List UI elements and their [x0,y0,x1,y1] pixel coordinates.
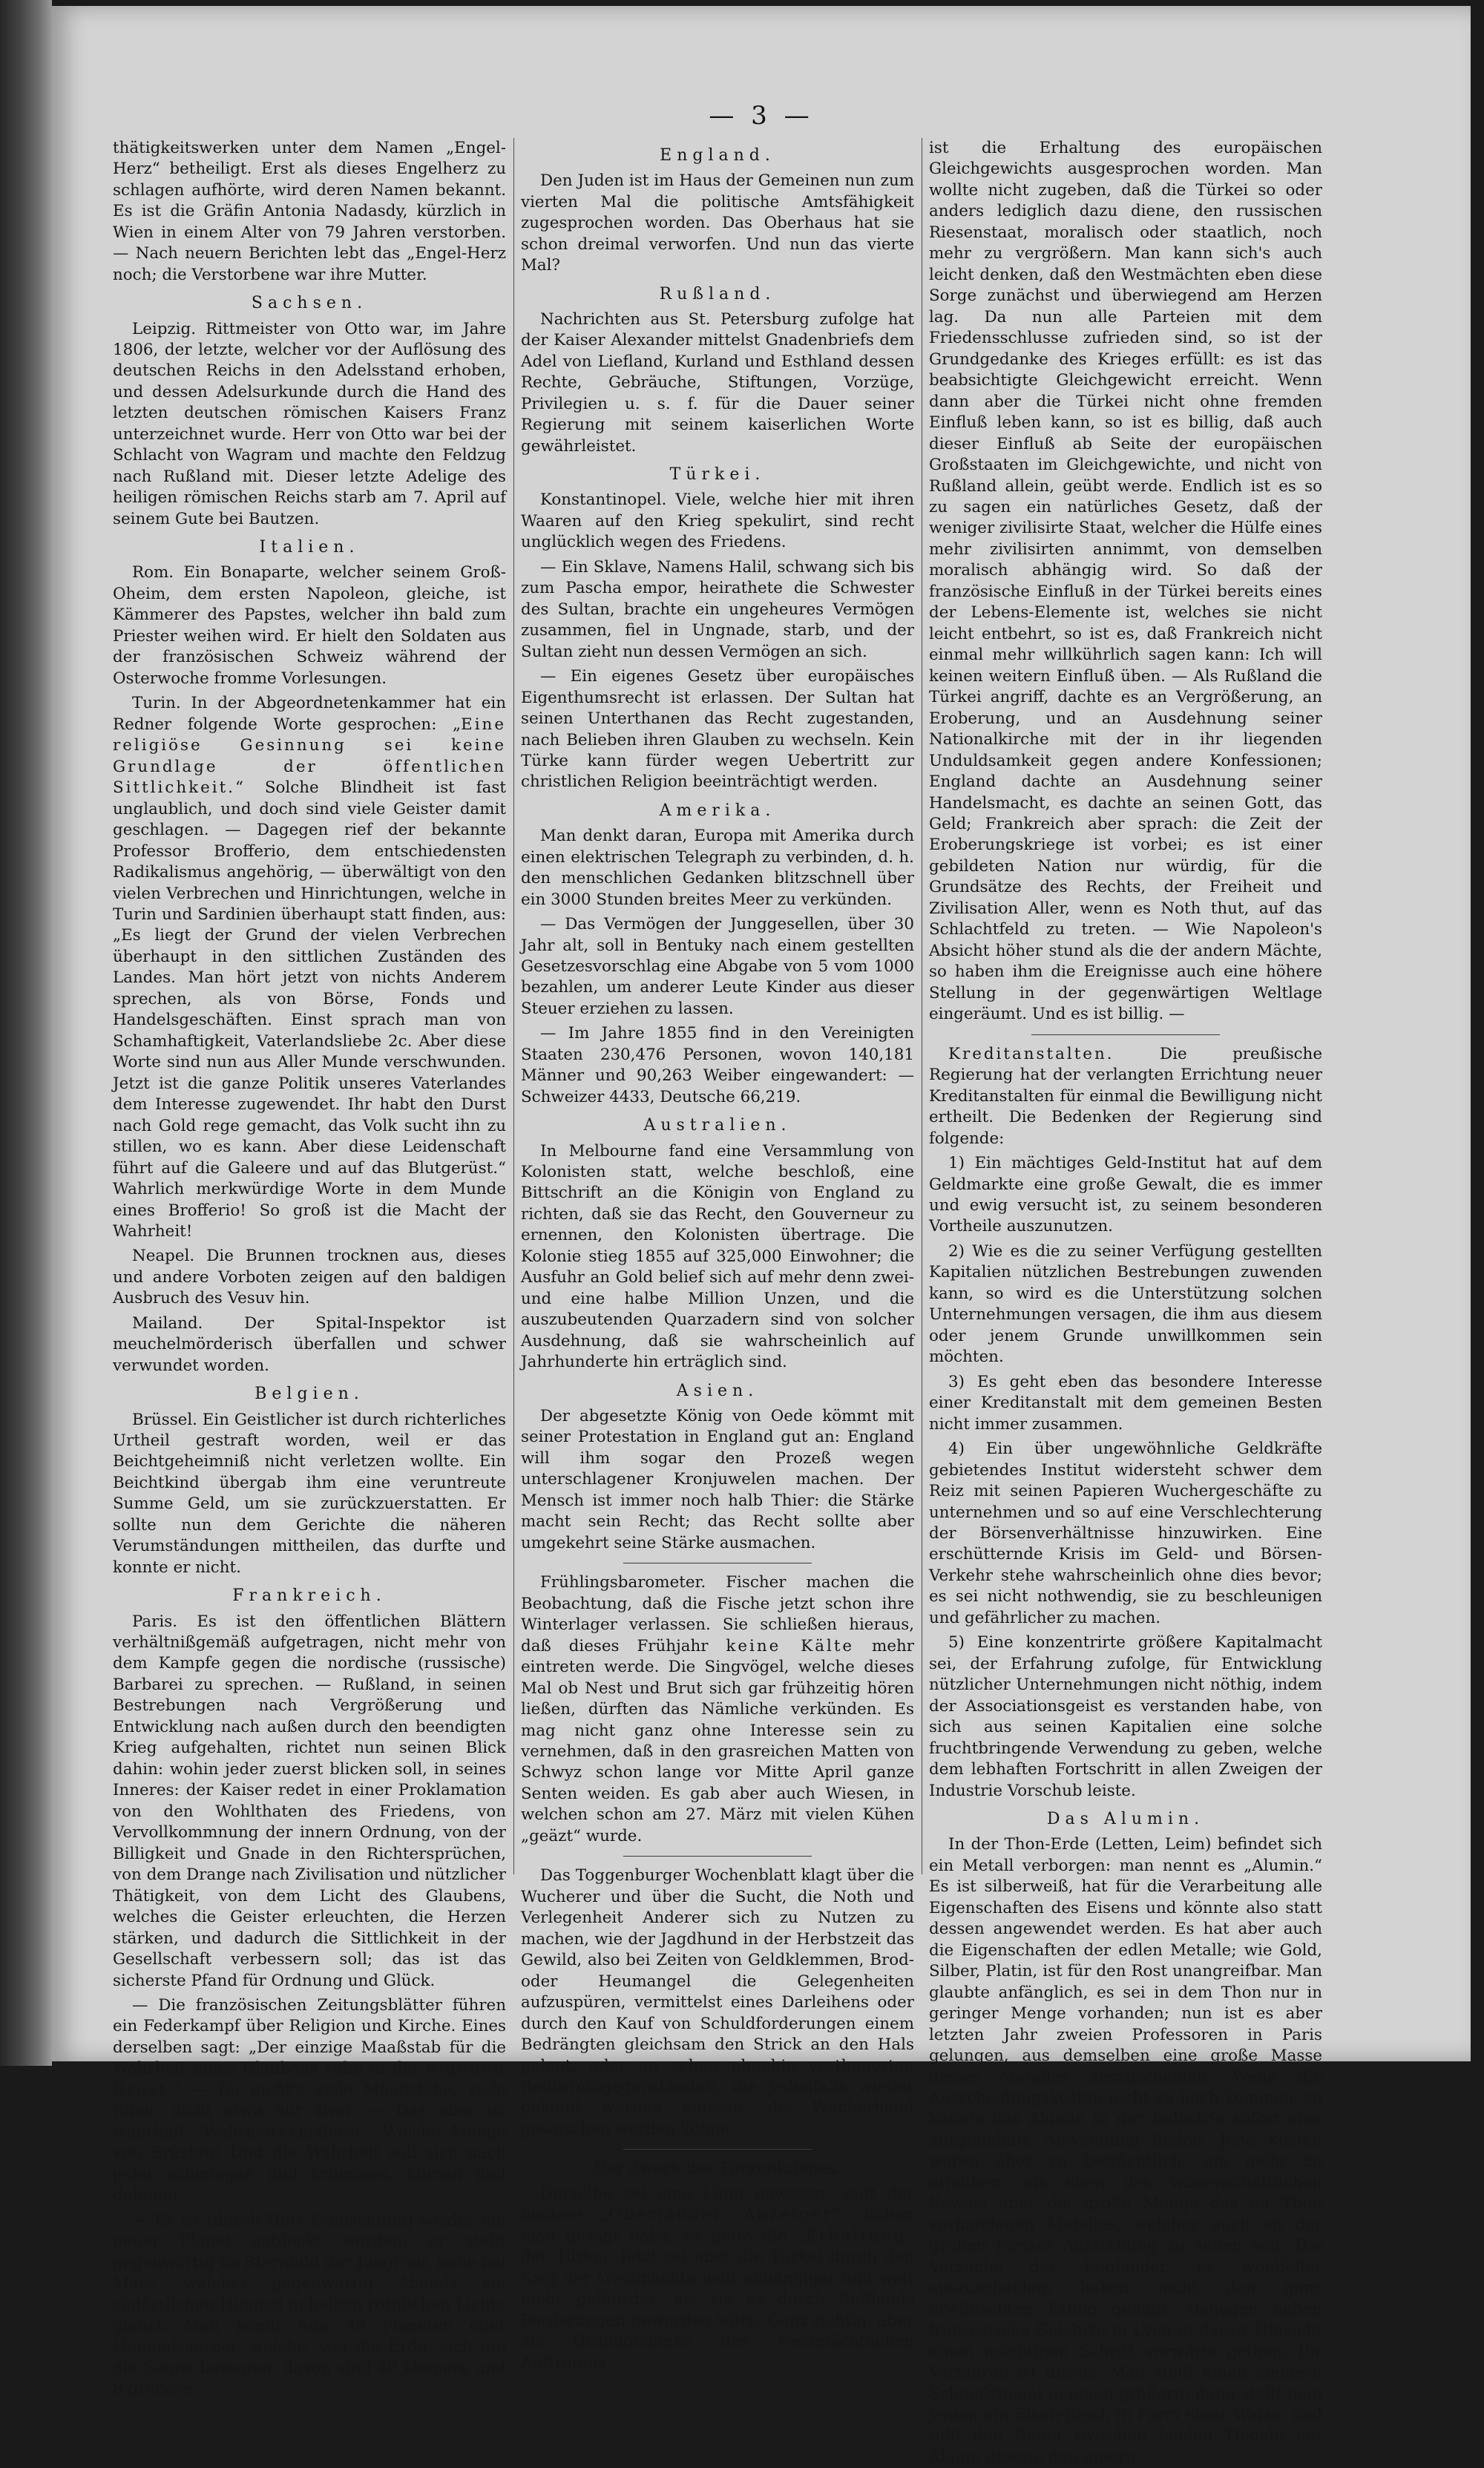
bruessel-text: Ein Geistlicher ist durch richterliches Urtheil gestraft worden, weil er das Beichtgeheimniß nicht verletzen wollte. Ein Beichtkind übergab ihm eine veruntreute Summe Geld, um sie zurückzuerstatten. Er sollte nun dem Gerichte die näheren Verumständungen mittheilen, das durfte und konnte er nicht. [113,1410,506,1577]
bruessel-article [113,1410,506,1579]
kredit-point-2: 2) Wie es die zu seiner Verfügung gestellten Kapitalien nützlichen Bestrebungen zuwenden kann, so wird es die Unterstützung solchen Unternehmungen versagen, die ihm aus diesem oder jenem Grunde unwillkommen sein möchten. [929,1241,1322,1367]
dateline-paris: Paris. [132,1612,178,1631]
tuerkenkrieg-heading: Der Zweck des Türkenkrieges. [594,2159,841,2179]
separator-rule [1031,1034,1220,1035]
page-number: — 3 — [709,101,814,131]
amerika-einwanderung-paragraph: — Im Jahre 1855 find in den Vereinigten Staaten 230,476 Personen, wovon 140,181 Männer und 90,263 Weiber eingewandert: — Schweizer 4433, Deutsche 66,219. [521,1024,914,1106]
fruehlingsbarometer-article [521,1572,914,1847]
section-heading-australien: Australien. [643,1116,792,1135]
section-heading-england: England. [660,146,775,165]
newspaper-page [52,6,1471,2467]
kredit-point-3: 3) Es geht eben das besondere Interesse einer Kreditanstalt mit dem gemeinen Besten nicht immer zusammen. [929,1372,1322,1434]
zeitung-text-a: — Die französischen Zeitungsblätter führen ein Federkampf über Religion und Kirche. Eines derselben sagt: „Der einzige Maaßstab für die Wahrheit eines Glaubens ruhe in der [113,1995,506,2078]
fruehlingsbarometer-head: Frühlingsbarometer. [540,1573,706,1592]
gleichgewicht-paragraph: ist die Erhaltung des europäischen Gleichgewichts ausgesprochen worden. Man wollte nicht zugeben, daß die Türkei so oder anders lediglich dazu diene, den russischen Riesenstaat, moralisch oder staatlich, noch mehr zu vergrößern. Man kann sich's auch leicht denken, daß den Westmächten eben diese Sorge zunächst und überwiegend am Herzen lag. Da nun alle Parteien mit dem Friedensschlusse zufrieden sind, so ist der Grundgedanke des Krieges erfüllt: es ist das beabsichtigte Gleichgewicht erreicht. Wenn dann aber die Türkei nicht ohne fremden Einfluß leben kann, so ist es billig, daß auch dieser Einfluß ab Seite der europäischen Großstaaten im Gleichgewichte, und nicht von Rußland allein, geübt werde. Endlich ist es so zu sagen ein natürliches Gesetz, daß der weniger zivilisirte Staat, welcher die Hülfe eines mehr zivilisirten annimmt, von demselben moralisch abhängig wird. So daß der französische Einfluß in der Türkei bereits eines der Lebens-Elemente ist, welches sie nicht leicht entbehrt, so ist es, daß Frankreich nicht einmal mehr willkührlich sagen kann: Ich will keinen weitern Einfluß üben. — Als Rußland die Türkei angriff, dachte es an Vergrößerung, an Eroberung, und an Ausdehnung seiner Nationalkirche mit der in ihr liegenden Unduldsamkeit gegen andere Konfessionen; England dachte an Ausdehnung seiner Handelsmacht, es dachte an seinen Gott, das Geld; Frankreich aber sprach: die Zeit der Eroberungskriege ist vorbei; es ist einer gebildeten Nation nur würdig, für die Grundsätze des Rechts, der Freiheit und Zivilisation Aller, wenn es Noth thut, auf das Schlachtfeld zu treten. — Wie Napoleon's Absicht höher stund als die der andern Mächte, so haben ihm die Ereignisse auch eine höhere Stellung in der gegenwärtigen Weltlage eingeräumt. Und es ist billig. — [929,139,1322,1024]
dateline-bruessel: Brüssel. [132,1410,197,1429]
turin-text-a: In der Abgeordnetenkammer hat ein Redner folgende Worte gesprochen: „ [113,694,506,734]
zeitung-spaced: eigenen Brust [113,2059,506,2099]
tuerkenkrieg-article [521,2184,914,2374]
column-2 [521,138,914,2372]
kreditanstalten-head: Kreditanstalten. [948,1044,1114,1063]
sklave-paragraph: — Ein Sklave, Namens Halil, schwang sich bis zum Pascha empor, heirathete die Schwester des Sultan, brachte ein ungeheures Vermögen zusammen, fiel in Ungnade, starb, und der Sultan zieht nun dessen Vermögen an sich. [521,557,914,661]
gesetz-paragraph: — Ein eigenes Gesetz über europäisches Eigenthumsrecht ist erlassen. Der Sultan hat seinen Unterthanen das Recht zugestanden, nach Belieben ihren Glauben zu wechseln. Kein Türke kann fürder wegen Uebertritt zur christlichen Religion beeinträchtigt werden. [521,667,914,792]
kredit-point-5: 5) Eine konzentrirte größere Kapitalmacht sei, der Erfahrung zufolge, für Entwicklung nützlicher Unternehmungen nicht nöthig, indem der Associationsgeist es verstanden habe, von sich aus seinen Kapitalien eine solche fruchtbringende Verwendung zu geben, welche dem lebhaften Fortschritt in allen Zweigen der Industrie Vorschub leiste. [929,1633,1322,1800]
turin-article [113,693,506,1242]
kredit-point-1: 1) Ein mächtiges Geld-Institut hat auf dem Geldmarkte eine große Gewalt, die es immer und ewig versucht ist, zu seinem besonderen Vortheile auszunutzen. [929,1154,1322,1236]
amerika-junggesellen-paragraph: — Das Vermögen der Junggesellen, über 30 Jahr alt, soll in Bentuky nach einem gestellten Gesetzesvorschlag eine Abgabe von 5 vom 1000 bezahlen, um anderer Leute Kinder aus dieser Steuer erziehen zu lassen. [521,915,914,1018]
rom-text: Ein Bonaparte, welcher seinem Groß-Oheim, dem ersten Napoleon, gleiche, ist Kämmerer des Papstes, welcher ihn bald zum Priester weihen wird. Er hielt den Soldaten aus der französischen Schweiz während der Osterwoche fromme Vorlesungen. [113,563,506,688]
paris-article [113,1612,506,1992]
planet-paragraph: — Es ist (durch Herr Goldschmid) wieder ein neuer Planet entdeckt worden; er steht gegenwärtig im Sternbild der Jungfrau, nahe bei Mars, welcher gegenwärtig Abends am südöstlichen Himmel in hellem röthlichen Lichte glänzt. Man kennt nun 48 Planeten oder Himmelskörper, welche, wie die Erde, sich um die Sonne bewegen, davon sind 40 kleinere und 8 größere. [113,2211,506,2399]
amerika-telegraph-paragraph: Man denkt daran, Europa mit Amerika durch einen elektrischen Telegraph zu verbinden, d. h. den menschlichen Gedanken blitzschnell über ein 3000 Stunden breites Meer zu verkünden. [521,827,914,909]
zweck-spaced-1: Oberländer Anzeiger [608,2205,833,2225]
dateline-neapel: Neapel. [132,1247,195,1266]
konstantinopel-text: Viele, welche hier mit ihren Waaren auf den Krieg spekulirt, sind recht unglücklich wegen des Friedens. [521,490,914,552]
separator-rule [623,1856,812,1857]
section-heading-alumin: Das Alumin. [1046,1810,1205,1829]
leipzig-article [113,319,506,531]
russland-article: Nachrichten aus St. Petersburg zufolge hat der Kaiser Alexander mittelst Gnadenbriefs dem Adel von Liefland, Kurland und Esthland dessen Rechte, Gebräuche, Stiftungen, Vorzüge, Privilegien u. s. f. für die Dauer seiner Regierung mit seinem kaiserlichen Worte gewährleistet. [521,309,914,456]
toggenburger-article: Das Toggenburger Wochenblatt klagt über die Wucherer und über die Sucht, die Noth und Verlegenheit Anderer sich zu Nutzen zu machen, wie der Jagdhund in der Herbstzeit das Gewild, also bei Zeiten von Geldklemmen, Brod- oder Heumangel die Gelegenheiten aufzuspüren, vermittelst eines Darleihens oder durch den Kauf von Schuldforderungen einem Bedrängten gleichsam den Strick an den Hals gelegt, oder an schon ohnehin vertheuerten Bedürfnißgegenständen, die jedenfalls wieder gekauft werden müssen, die Wucherhand gewaschen werden könne. [521,1866,914,2139]
zeitung-text-b: .“ — Da giebt's viele Maaßstäbe, viele Ellen, nicht etwa nur zwei. — Das aber ist wahrhaft „Wahrheits-Quälerei.“ Welche Menge von Brüsten! Und die Wahrheit soll sich nach jeder schmiegen und krümmen, kürzen und dehnen! [113,2080,506,2205]
mailand-article [113,1313,506,1376]
separator-rule [623,2149,812,2150]
section-heading-amerika: Amerika. [659,801,776,820]
zeitungsblaetter-paragraph [113,1995,506,2207]
section-heading-tuerkei: Türkei. [669,465,766,485]
zweck-text-a: Derselbe sei eine Lüge gewesen, sagt der biedere „ [521,2184,914,2225]
england-article: Den Juden ist im Haus der Gemeinen nun zum vierten Mal die politische Amtsfähigkeit zugesprochen worden. Das Oberhaus hat sie schon dreimal verworfen. Und nun das vierte Mal? [521,171,914,275]
neapel-text: Die Brunnen trocknen aus, dieses und andere Vorboten zeigen auf den baldigen Ausbruch des Vesuv hin. [113,1247,506,1308]
zweck-text-c: “ der Türkei. Jetzt sei aber die Türkei durch den Sieg der Westmächte weit abhängiger und weit mehr gefährdet, als sie es durch Rußlands Forderungen geworden wäre. Ganz richtig, aber als Grundgedanke des westmächtlichen Auftretens [521,2226,914,2372]
alumin-article: In der Thon-Erde (Letten, Leim) befindet sich ein Metall verborgen: man nennt es „Alumin.“ Es ist silberweiß, hat für die Verarbeitung alle Eigenschaften des Eisens und könnte also statt dessen angewendet werden. Es hat aber auch die Eigenschaften der edlen Metalle; wie Gold, Silber, Platin, ist für den Rost unangreifbar. Man glaubte anfänglich, es sei in dem Thon nur in geringer Menge vorhanden; nun ist es aber letzten Jahr zweien Professoren in Paris gelungen, aus demselben eine große Masse dieses Metalles auszuscheiden. Wenn die Ausscheidungskosten nicht zu hoch kommen, so könnte das Alumin in der Industrie sofort eine ausgedehnte Anwendung finden. Jene Kosten waren aber zu beträchtlich, um mehr zu erlauben, als eben des wissenschaftlichen Beweis über die große Menge des im Thon vorhandenen Metalles, welches auch an der großen Pariser Ausstellung zu sehen war. Die Versuche der Engländer, es wohlfeiler auszuscheiden, haben nicht den ganz erwünschten Erfolg gehabt. Dagegen haben französische Gelehrte in Lyon in dieser Hinsicht einen mächtigen Schritt vorwärts gethan. Ihr Verfahren ist dieses. Man stellt einen kleinern Schmelztiegel in einen größern; dann stellt man jenem ein Eisen-Blech in Form einer Walze, und füllt den Raum zwischen beiden Tiegeln mit Alaun; diesen, den innern [929,1835,1322,2467]
fruehling-text-a: Fischer machen die Beobachtung, daß die Fische jetzt schon ihre Winterlager verlassen. Sie schließen hieraus, daß dieses Frühjahr [521,1573,914,1655]
column-rule-left [513,138,514,1874]
column-3 [929,138,1322,2467]
section-heading-belgien: Belgien. [255,1385,364,1404]
zweck-spaced-2: Erhaltung [805,2226,907,2245]
fruehling-text-b: mehr eintreten werde. Die Singvögel, welche dieses Mal ob Nest und Brut sich gar frühzeitig hören ließen, dürften das Nämliche verkünden. Es mag nicht ganz ohne Interesse sein zu vernehmen, daß in den grasreichen Matten von Schwyz schon lange vor Mitte April ganze Senten weiden. Es gab aber auch Wiesen, in welchen schon am 27. März mit vielen Kühen „geäzt“ wurde. [521,1636,914,1845]
engel-herz-paragraph: thätigkeitswerken unter dem Namen „Engel-Herz“ betheiligt. Erst als dieses Engelherz zu schlagen aufhörte, wird deren Namen bekannt. Es ist die Gräfin Antonia Nadasdy, kürzlich in Wien in einem Alter von 79 Jahren verstorben. — Nach neuern Berichten lebt das „Engel-Herz noch; die Verstorbene war ihre Mutter. [113,139,506,284]
section-heading-sachsen: Sachsen. [251,294,368,313]
section-heading-italien: Italien. [259,538,360,557]
zweck-text-b: “, indem man gesagt habe, es gelte die „ [521,2205,914,2245]
dateline-turin: Turin. [132,694,181,713]
rom-article [113,562,506,689]
konstantinopel-article [521,490,914,553]
section-heading-asien: Asien. [676,1381,759,1400]
kredit-point-4: 4) Ein über ungewöhnliche Geldkräfte gebietendes Institut widersteht schwer dem Reiz mit seinen Papieren Wuchergeschäfte zu unternehmen und so auf eine Verschlechterung der Börsenverhältnisse hinzuwirken. Eine erschütternde Krisis im Geld- und Börsen-Verkehr stehe wahrscheinlich ohne dies bevor; es sei nicht nothwendig, sie zu beschleunigen und gefährlicher zu machen. [929,1440,1322,1627]
neapel-article [113,1246,506,1309]
dateline-leipzig: Leipzig. [132,319,197,338]
dateline-rom: Rom. [132,563,174,582]
australien-article: In Melbourne fand eine Versammlung von Kolonisten statt, welche beschloß, eine Bittschrift an die Königin von England zu richten, daß sie das Recht, den Gouverneur zu ernennen, den Kolonisten übertrage. Die Kolonie stieg 1855 auf 325,000 Einwohner; die Ausfuhr an Gold belief sich auf mehr denn zwei- und eine halbe Million Unzen, und die auszubeutenden Quarzadern sind von solcher Ausdehnung, daß sie wahrscheinlich auf Jahrhunderte hin erträglich sind. [521,1141,914,1372]
column-1 [113,138,506,2399]
dateline-mailand: Mailand. [132,1313,203,1333]
asien-article: Der abgesetzte König von Oede kömmt mit seiner Protestation in England gut an: England will ihm sogar den Prozeß wegen unterschlagener Kronjuwelen machen. Der Mensch ist immer noch halb Thier: die Stärke macht sein Recht; das Recht sollte aber umgekehrt seine Stärke ausmachen. [521,1406,914,1552]
fruehling-spaced: keine Kälte [726,1636,855,1655]
dateline-konstantinopel: Konstantinopel. [540,490,667,510]
mailand-text: Der Spital-Inspektor ist meuchelmörderisch überfallen und schwer verwundet worden. [113,1313,506,1375]
book-binding-edge [0,0,52,2066]
section-heading-russland: Rußland. [659,284,776,303]
leipzig-text: Rittmeister von Otto war, im Jahre 1806, der letzte, welcher vor der Auflösung des deutschen Reichs in den Adelsstand erhoben, und dessen Adelsurkunde durch die Hand des letzten deutschen römischen Kaisers Franz unterzeichnet wurde. Herr von Otto war bei der Schlacht von Wagram und machte den Feldzug nach Rußland mit. Dieser letzte Adelige des heiligen römischen Reichs starb am 7. April auf seinem Gute bei Bautzen. [113,319,506,528]
turin-quote-spaced: Eine religiöse Gesinnung sei keine Grundlage der öffentlichen Sittlichkeit. [113,715,506,798]
kreditanstalten-text: Die preußische Regierung hat der verlangten Errichtung neuer Kreditanstalten für einmal die Bewilligung nicht ertheilt. Die Bedenken der Regierung sind folgende: [929,1044,1322,1148]
section-heading-frankreich: Frankreich. [232,1586,387,1606]
kreditanstalten-article [929,1044,1322,1149]
turin-text-b: “ Solche Blindheit ist fast unglaublich, und doch sind viele Geister damit geschlagen. — Dagegen rief der bekannte Professor Brofferio, dem entschiedensten Radikalismus angehörig, — überwältigt von den vielen Verbrechen und Hinrichtungen, welche in Turin und Sardinien überhaupt statt finden, aus: „Es liegt der Grund der vielen Verbrechen überhaupt in den sittlichen Zuständen des Landes. Man hört jetzt von nichts Anderem sprechen, als von Börse, Fonds und Handelsgeschäften. Einst sprach man von Schamhaftigkeit, Vaterlandsliebe 2c. Aber diese Worte sind nun aus Aller Munde verschwunden. Jetzt ist die ganze Politik unseres Vaterlandes dem Interesse zugewendet. Ihr habt den Durst nach Gold rege gemacht, das Volk sucht ihn zu stillen, wo es kann. Aber diese Leidenschaft führt auf die Galeere und auf das Blutgerüst.“ Wahrlich merkwürdige Worte in dem Munde eines Brofferio! So groß ist die Macht der Wahrheit! [113,778,506,1241]
paris-text: Es ist den öffentlichen Blättern verhältnißgemäß aufgetragen, nicht mehr von dem Kampfe gegen die nordische (russische) Barbarei zu sprechen. — Rußland, in seinen Bestrebungen nach Vergrößerung und Entwicklung nach außen durch den beendigten Krieg aufgehalten, richtet nun seinen Blick dahin: wohin jeder zuerst blicken soll, in seines Inneres: der Kaiser redet in einer Proklamation von den Wohlthaten des Friedens, von Vervollkommnung der innern Ordnung, von der Billigkeit und Gnade in den Richtersprüchen, von dem Drange nach Zivilisation und nützlicher Thätigkeit, von dem Licht des Glaubens, welches die Geister erleuchten, die Herzen stärken, und dadurch die Sittlichkeit in der Gesellschaft verbessern soll; das ist das sicherste Pfand für Ordnung und Glück. [113,1612,506,1990]
